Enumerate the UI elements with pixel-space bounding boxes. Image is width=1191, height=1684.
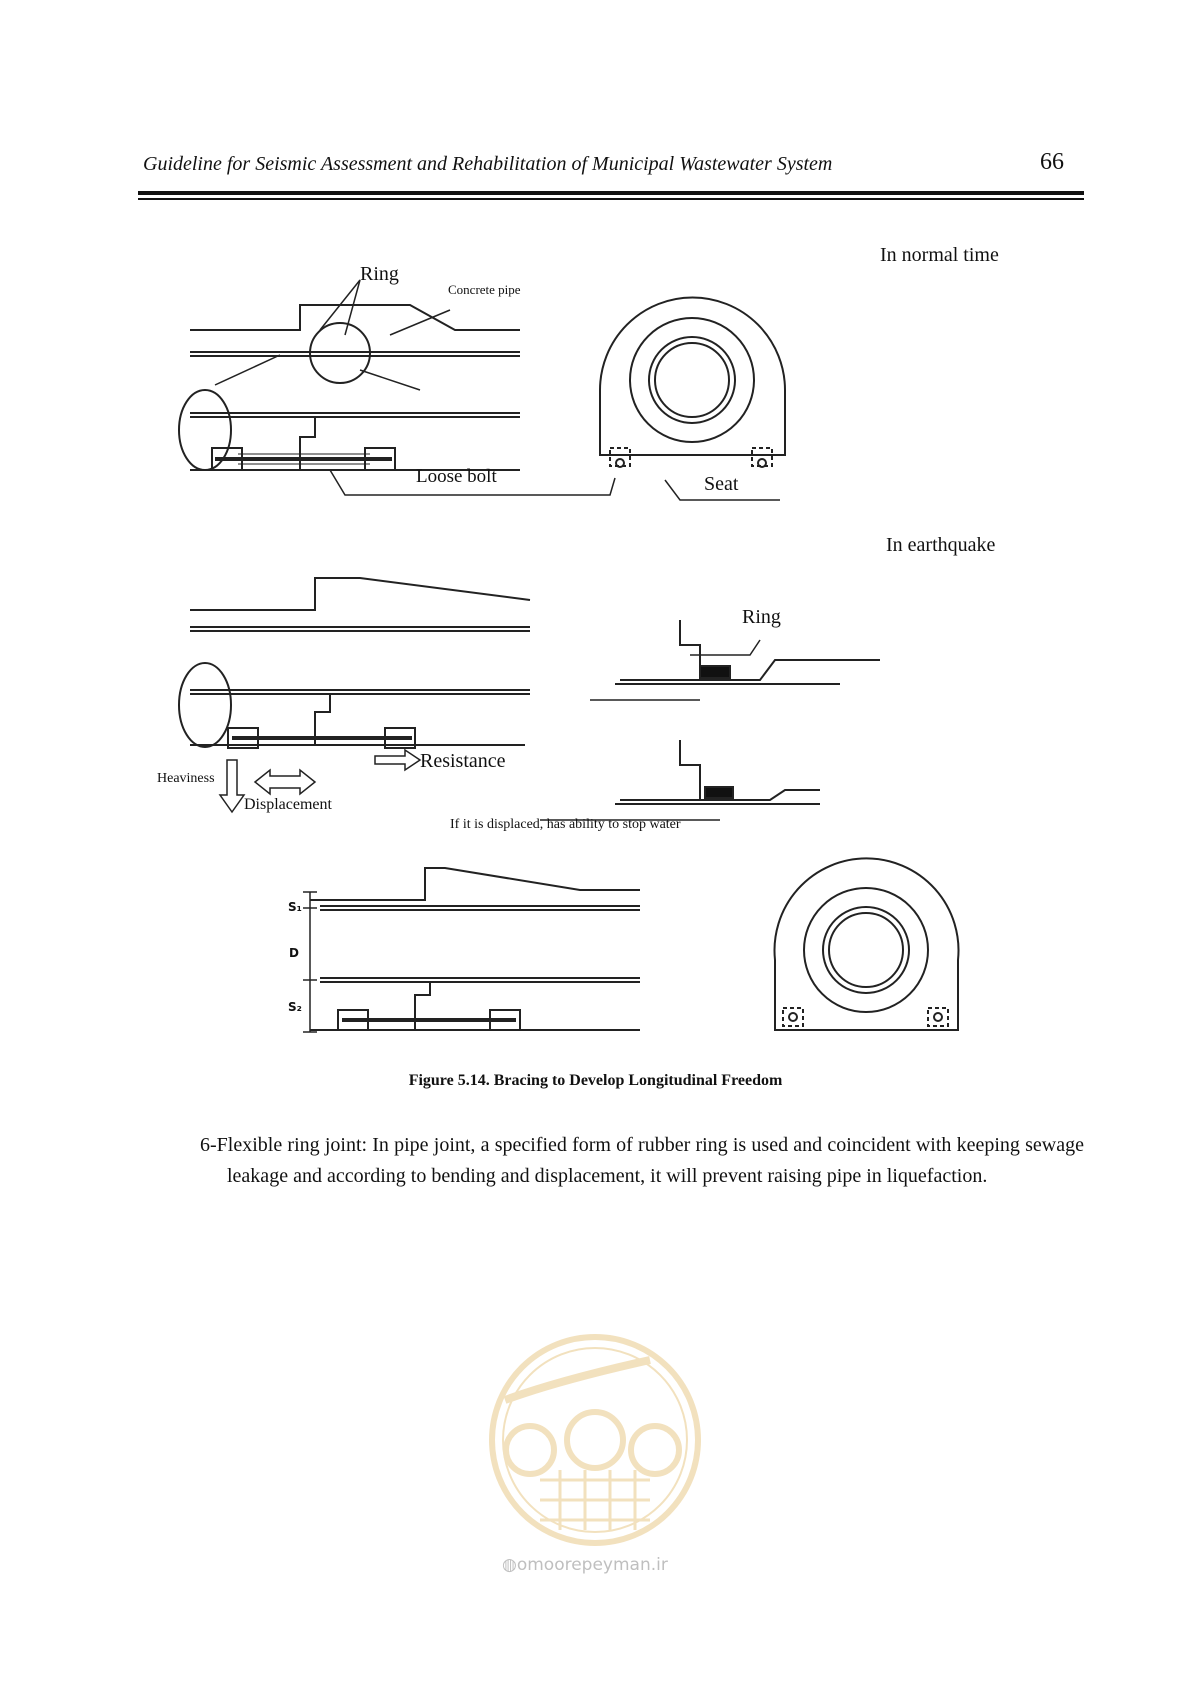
watermark-url-text: omoorepeyman.ir [516, 1555, 668, 1575]
dim-label-s1: S₁ [288, 900, 302, 914]
dim-label-s2: S₂ [288, 1000, 302, 1014]
ring-detail-lower [540, 740, 820, 820]
running-header-title: Guideline for Seismic Assessment and Rehabilitation of Municipal Wastewater System [143, 153, 833, 175]
page-number: 66 [1040, 149, 1064, 175]
watermark-logo [492, 1337, 698, 1543]
heaviness-arrow [220, 760, 244, 812]
label-normal-time: In normal time [880, 244, 999, 266]
label-stop-water: If it is displaced, has ability to stop water [450, 817, 681, 832]
watermark-url [502, 1555, 668, 1575]
figure-caption: Figure 5.14. Bracing to Develop Longitudinal Freedom [408, 1072, 783, 1089]
pipe-joint-earthquake-side-view [179, 578, 530, 748]
pipe-joint-dimensioned [303, 868, 640, 1032]
label-displacement: Displacement [244, 796, 332, 813]
label-ring-top: Ring [360, 263, 399, 285]
label-in-earthquake: In earthquake [886, 534, 996, 556]
label-resistance: Resistance [420, 750, 506, 772]
dim-label-d: D [289, 946, 299, 960]
resistance-arrow [375, 750, 420, 770]
displacement-double-arrow [255, 770, 315, 794]
pipe-cross-section-dimensioned [775, 858, 959, 1030]
paragraph-text: 6-Flexible ring joint: In pipe joint, a specified form of rubber ring is used and coincident with keeping sewage leakage and according to bending and displacement, it will prevent raising pipe in liquefaction. [200, 1134, 1084, 1187]
ring-detail-upper [590, 620, 880, 700]
label-seat: Seat [704, 473, 739, 495]
body-paragraph [200, 1130, 1084, 1192]
globe-icon: ◍ [502, 1555, 517, 1575]
label-loose-bolt: Loose bolt [416, 466, 497, 487]
label-ring-detail: Ring [742, 606, 781, 628]
pipe-joint-normal-side-view [179, 280, 615, 495]
pipe-cross-section-normal [600, 298, 785, 501]
label-concrete-pipe: Concrete pipe [448, 282, 521, 297]
label-heaviness: Heaviness [157, 771, 215, 786]
